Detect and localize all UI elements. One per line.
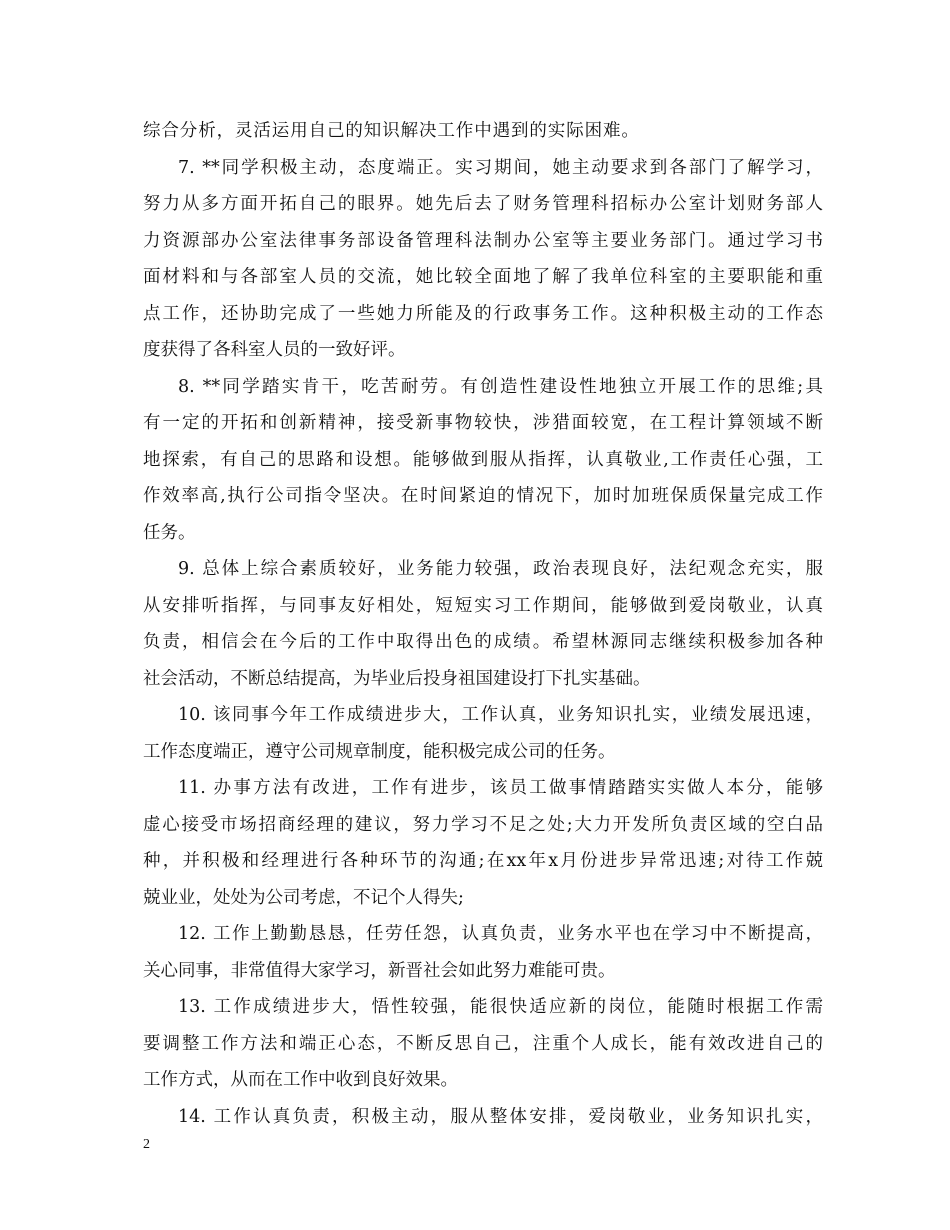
text-line: 13. 工作成绩进步大，悟性较强，能很快适应新的岗位，能随时根据工作需 (178, 997, 823, 1017)
text-line: 社会活动，不断总结提高，为毕业后投身祖国建设打下扎实基础。 (143, 668, 651, 689)
text-line: 工作态度端正，遵守公司规章制度，能积极完成公司的任务。 (143, 741, 616, 762)
text-line: 12. 工作上勤勤恳恳，任劳任怨，认真负责，业务水平也在学习中不断提高， (178, 924, 823, 944)
text-line: 努力从多方面开拓自己的眼界。她先后去了财务管理科招标办公室计划财务部人 (143, 194, 823, 214)
text-line: 点工作，还协助完成了一些她力所能及的行政事务工作。这种积极主动的工作态 (143, 303, 823, 324)
text-line: 关心同事，非常值得大家学习，新晋社会如此努力难能可贵。 (143, 960, 616, 981)
text-line: 综合分析，灵活运用自己的知识解决工作中遇到的实际困难。 (143, 121, 640, 141)
text-line: 要调整工作方法和端正心态，不断反思自己，注重个人成长，能有效改进自己的 (143, 1033, 823, 1054)
text-line: 种，并积极和经理进行各种环节的沟通;在xx年x月份进步异常迅速;对待工作兢 (143, 851, 823, 871)
text-line: 10. 该同事今年工作成绩进步大，工作认真，业务知识扎实，业绩发展迅速， (178, 705, 823, 725)
text-line: 7. **同学积极主动，态度端正。实习期间，她主动要求到各部门了解学习， (178, 157, 823, 178)
text-line: 8. **同学踏实肯干，吃苦耐劳。有创造性建设性地独立开展工作的思维;具 (178, 376, 823, 397)
text-line: 面材料和与各部室人员的交流，她比较全面地了解了我单位科室的主要职能和重 (143, 267, 823, 287)
text-line: 负责，相信会在今后的工作中取得出色的成绩。希望林源同志继续积极参加各种 (143, 632, 823, 652)
text-line: 14. 工作认真负责，积极主动，服从整体安排，爱岗敬业，业务知识扎实， (178, 1106, 823, 1127)
text-line: 兢业业，处处为公司考虑，不记个人得失; (143, 887, 464, 908)
text-line: 从安排听指挥，与同事友好相处，短短实习工作期间，能够做到爱岗敬业，认真 (143, 595, 823, 616)
text-line: 11. 办事方法有改进，工作有进步，该员工做事情踏踏实实做人本分，能够 (178, 778, 823, 798)
text-line: 地探索，有自己的思路和设想。能够做到服从指挥，认真敬业,工作责任心强，工 (143, 449, 823, 470)
page-number: 2 (143, 1137, 150, 1152)
text-line: 9. 总体上综合素质较好，业务能力较强，政治表现良好，法纪观念充实，服 (178, 559, 823, 579)
text-line: 任务。 (143, 522, 196, 543)
text-line: 作效率高,执行公司指令坚决。在时间紧迫的情况下，加时加班保质保量完成工作 (143, 486, 823, 506)
text-line: 有一定的开拓和创新精神，接受新事物较快，涉猎面较宽，在工程计算领域不断 (143, 413, 823, 433)
text-line: 度获得了各科室人员的一致好评。 (143, 340, 406, 360)
text-line: 力资源部办公室法律事务部设备管理科法制办公室等主要业务部门。通过学习书 (143, 230, 823, 251)
text-line: 虚心接受市场招商经理的建议，努力学习不足之处;大力开发所负责区域的空白品 (143, 814, 823, 835)
text-line: 工作方式，从而在工作中收到良好效果。 (143, 1070, 458, 1090)
body-text (143, 113, 823, 1135)
